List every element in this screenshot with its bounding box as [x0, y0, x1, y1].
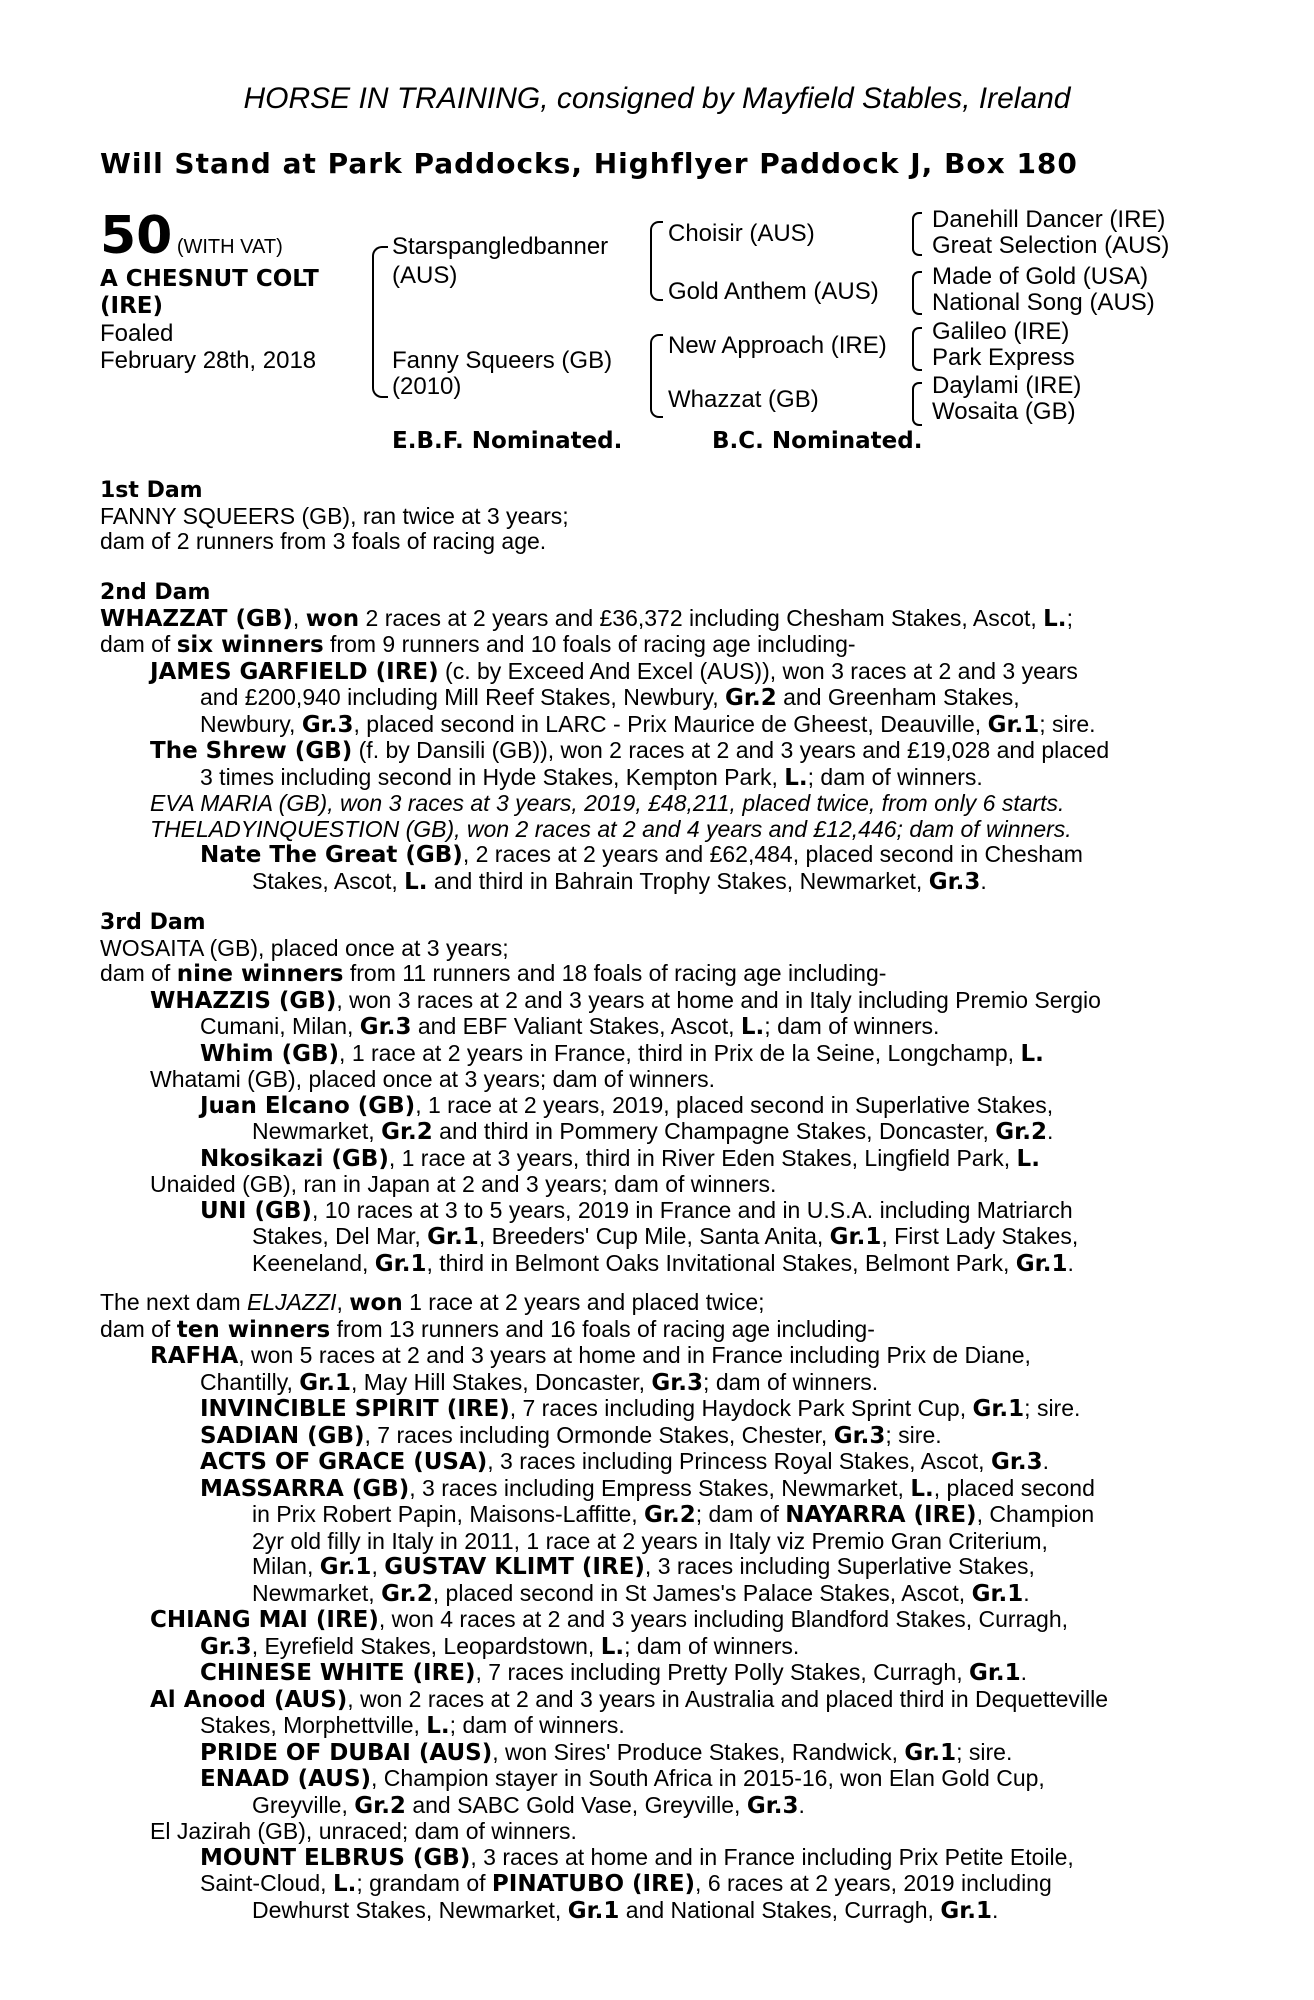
horse-name: ELJAZZI	[247, 1289, 337, 1315]
text-line	[100, 685, 1212, 712]
next-dam-section	[100, 1290, 1212, 1924]
text-run: ; sire.	[1024, 1395, 1081, 1421]
horse-name: JAMES GARFIELD (IRE)	[150, 658, 439, 685]
text-run: The next dam	[100, 1289, 248, 1315]
text-line	[100, 1871, 1212, 1898]
text-line	[100, 1502, 1212, 1529]
text-run: , placed second in LARC - Prix Maurice de Gheest, Deauville,	[353, 710, 988, 737]
text-run: , 2 races at 2 years and £62,484, placed second in Chesham	[462, 841, 1083, 867]
text-run: ; sire.	[956, 1738, 1013, 1765]
second-dam-section	[100, 580, 1212, 895]
text-run: L.	[910, 1475, 934, 1502]
lot-description-2: (IRE)	[100, 293, 164, 319]
text-run: L.	[740, 1014, 765, 1040]
text-run: , May Hill Stakes, Doncaster,	[350, 1368, 652, 1395]
text-run: , 7 races including Haydock Park Sprint Cup,	[509, 1395, 973, 1421]
text-run: L.	[1043, 605, 1067, 632]
sss: Danehill Dancer (IRE)	[932, 206, 1166, 233]
section-heading: 2nd Dam	[100, 580, 211, 605]
text-line	[100, 1093, 1212, 1120]
text-line	[100, 1793, 1212, 1820]
brace-gen3-1	[912, 212, 922, 256]
sire-name: Starspangledbanner	[392, 233, 609, 260]
text-run: Gr.2	[354, 1792, 406, 1819]
text-run: Gr.1	[940, 1897, 992, 1924]
text-line	[100, 1766, 1212, 1793]
text-line	[100, 842, 1212, 869]
sire-country: (AUS)	[392, 262, 458, 289]
third-dam-section	[100, 910, 1212, 1277]
text-line	[100, 1607, 1212, 1634]
text-run: ; dam of	[695, 1501, 786, 1527]
text-run: ; dam of winners.	[703, 1368, 879, 1395]
text-run: Stakes, Del Mar,	[252, 1223, 428, 1249]
text-line	[100, 869, 1212, 896]
text-run: from 9 runners and 10 foals of racing age including-	[323, 631, 856, 657]
horse-name: PRIDE OF DUBAI (AUS)	[200, 1739, 493, 1766]
text-line	[100, 632, 1212, 659]
text-run: , 7 races including Ormonde Stakes, Chester,	[364, 1421, 834, 1448]
text-run: Saint-Cloud,	[200, 1870, 333, 1896]
text-run: Gr.1	[972, 1396, 1025, 1422]
text-line	[100, 1423, 1212, 1450]
text-line	[100, 1740, 1212, 1767]
horse-name: Nkosikazi (GB)	[200, 1145, 389, 1172]
ebf-nominated: E.B.F. Nominated.	[392, 428, 623, 454]
text-run: .	[798, 1791, 805, 1818]
brace-gen3-3	[912, 327, 922, 371]
horse-name: SADIAN (GB)	[200, 1422, 365, 1449]
horse-name: WHAZZAT (GB)	[100, 605, 293, 632]
text-run: , Champion	[976, 1501, 1095, 1527]
text-run: NAYARRA (IRE)	[785, 1502, 977, 1528]
text-run: Gr.2	[995, 1119, 1047, 1145]
brace-gen3-4	[912, 382, 922, 426]
text-run: , Breeders' Cup Mile, Santa Anita,	[478, 1223, 830, 1249]
text-run: Stakes, Ascot,	[252, 867, 405, 894]
text-run: Gr.3	[928, 868, 981, 895]
text-run: ; dam of winners.	[624, 1632, 800, 1659]
text-run: Gr.1	[987, 711, 1040, 738]
dsd: Park Express	[932, 344, 1075, 371]
dds: Daylami (IRE)	[932, 372, 1082, 399]
vat-note: (WITH VAT)	[176, 236, 283, 258]
text-line	[100, 1554, 1212, 1581]
text-run: Gr.1	[904, 1739, 957, 1766]
text-run: Gr.3	[833, 1422, 886, 1449]
text-run: 1 race at 2 years and placed twice;	[402, 1289, 765, 1315]
sire-sire: Choisir (AUS)	[668, 220, 815, 247]
text-run: Gr.3	[746, 1792, 799, 1819]
text-line	[100, 1290, 1212, 1317]
text-run: Gr.3	[301, 711, 354, 738]
dam-year: (2010)	[392, 373, 462, 400]
text-run: , 1 race at 2 years in France, third in Prix de la Seine, Longchamp,	[339, 1039, 1021, 1066]
text-run: .	[1046, 1118, 1054, 1144]
first-dam-section	[100, 478, 1212, 555]
foaled-label: Foaled	[100, 320, 174, 347]
text-run: GUSTAV KLIMT (IRE)	[384, 1554, 645, 1580]
text-line: Whatami (GB), placed once at 3 years; dam of winners.	[150, 1066, 716, 1092]
text-line: 2yr old filly in Italy in 2011, 1 race at 2 years in Italy viz Premio Gran Criterium,	[252, 1527, 1048, 1554]
text-run: and SABC Gold Vase, Greyville,	[405, 1791, 747, 1818]
text-run: , 6 races at 2 years, 2019 including	[695, 1870, 1052, 1896]
text-run: Gr.1	[1015, 1250, 1068, 1277]
text-run: L.	[426, 1713, 450, 1739]
text-line	[100, 1713, 1212, 1740]
text-line	[100, 1198, 1212, 1225]
text-run: and National Stakes, Curragh,	[619, 1896, 941, 1923]
text-run: ,	[371, 1553, 385, 1579]
horse-name: Juan Elcano (GB)	[200, 1092, 416, 1119]
text-run: Chantilly,	[200, 1368, 300, 1395]
horse-name: MASSARRA (GB)	[200, 1475, 410, 1502]
text-run: won	[305, 605, 360, 632]
consignor-heading: HORSE IN TRAINING, consigned by Mayfield Stables, Ireland	[243, 82, 1071, 115]
text-run: from 13 runners and 16 foals of racing age including-	[330, 1315, 875, 1342]
text-run: Newbury,	[200, 710, 302, 737]
text-run: Gr.1	[427, 1224, 479, 1250]
text-run: Greyville,	[252, 1791, 355, 1818]
text-run: and Greenham Stakes,	[776, 684, 1020, 710]
dam-name: Fanny Squeers (GB)	[392, 347, 613, 374]
text-run: ; grandam of	[356, 1870, 492, 1896]
text-run: Gr.1	[299, 1369, 351, 1396]
horse-name: Nate The Great (GB)	[200, 842, 463, 868]
text-run: from 11 runners and 18 foals of racing age including-	[343, 960, 887, 986]
text-line	[100, 1041, 1212, 1068]
text-line	[100, 1634, 1212, 1661]
text-run: Gr.2	[381, 1580, 433, 1607]
text-run: Gr.2	[725, 685, 777, 711]
text-line	[100, 961, 1212, 988]
horse-name: Al Anood (AUS)	[150, 1686, 348, 1713]
text-line	[100, 1581, 1212, 1608]
text-line: EVA MARIA (GB), won 3 races at 3 years, 2019, £48,211, placed twice, from only 6 starts.	[150, 790, 1065, 816]
text-run: Gr.1	[968, 1660, 1021, 1686]
text-run: Gr.1	[319, 1554, 372, 1580]
text-line	[100, 659, 1212, 686]
text-run: , won 3 races at 2 and 3 years at home and in Italy including Premio Sergio	[336, 986, 1101, 1013]
text-run: ; sire.	[1039, 710, 1096, 737]
text-run: .	[992, 1896, 999, 1923]
text-line: dam of 2 runners from 3 foals of racing age.	[100, 528, 547, 554]
text-run: ; dam of winners.	[807, 763, 983, 790]
text-run: , 7 races including Pretty Polly Stakes, Curragh,	[475, 1659, 969, 1685]
text-run: L.	[332, 1871, 357, 1897]
dss: Galileo (IRE)	[932, 318, 1070, 345]
horse-name: ACTS OF GRACE (USA)	[200, 1449, 488, 1475]
text-run: , 3 races including Superlative Stakes,	[644, 1553, 1035, 1579]
text-run: , Champion stayer in South Africa in 2015-16, won Elan Gold Cup,	[371, 1765, 1045, 1791]
text-run: Gr.1	[829, 1224, 882, 1250]
text-line	[100, 1449, 1212, 1476]
text-line	[100, 1224, 1212, 1251]
text-run: L.	[784, 764, 808, 791]
text-run: (c. by Exceed And Excel (AUS)), won 3 races at 2 and 3 years	[438, 657, 1078, 684]
section-heading: 1st Dam	[100, 478, 203, 503]
text-run: .	[980, 867, 987, 894]
horse-name: UNI (GB)	[200, 1197, 312, 1224]
text-run: ten winners	[176, 1316, 331, 1343]
text-run: Keeneland,	[252, 1249, 375, 1276]
text-line: WOSAITA (GB), placed once at 3 years;	[100, 934, 509, 961]
text-run: , 10 races at 3 to 5 years, 2019 in France and in U.S.A. including Matriarch	[311, 1196, 1073, 1223]
text-run: , 3 races including Princess Royal Stakes, Ascot,	[487, 1448, 991, 1474]
foaled-date: February 28th, 2018	[100, 347, 317, 374]
text-run: , First Lady Stakes,	[881, 1223, 1079, 1249]
horse-name: WHAZZIS (GB)	[150, 987, 337, 1014]
text-line	[100, 765, 1212, 792]
text-run: Stakes, Morphettville,	[200, 1712, 427, 1738]
text-line	[100, 1370, 1212, 1397]
text-run: and third in Bahrain Trophy Stakes, Newmarket,	[427, 867, 929, 894]
lot-number: 50	[100, 206, 173, 266]
text-run: and EBF Valiant Stakes, Ascot,	[411, 1013, 741, 1039]
text-line	[100, 1898, 1212, 1925]
text-line	[100, 1251, 1212, 1278]
text-run: Dewhurst Stakes, Newmarket,	[252, 1896, 568, 1923]
text-run: dam of	[100, 1315, 177, 1342]
ssd: Great Selection (AUS)	[932, 232, 1170, 259]
text-line: El Jazirah (GB), unraced; dam of winners.	[150, 1818, 577, 1844]
text-line	[100, 1660, 1212, 1687]
text-run: Gr.1	[567, 1897, 620, 1924]
text-line: Unaided (GB), ran in Japan at 2 and 3 years; dam of winners.	[150, 1171, 777, 1197]
text-run: won	[349, 1290, 403, 1316]
text-run: Gr.2	[644, 1502, 696, 1528]
text-run: Gr.3	[359, 1014, 412, 1040]
text-run: ,	[336, 1289, 350, 1315]
text-run: L.	[600, 1633, 625, 1660]
text-run: ; sire.	[885, 1421, 942, 1448]
text-run: .	[1067, 1249, 1074, 1276]
text-run: , 1 race at 2 years, 2019, placed second in Superlative Stakes,	[415, 1091, 1054, 1118]
text-run: L.	[1020, 1040, 1044, 1067]
text-run: ,	[292, 604, 306, 631]
horse-name: CHIANG MAI (IRE)	[150, 1607, 379, 1633]
text-run: , Eyrefield Stakes, Leopardstown,	[251, 1632, 601, 1659]
sire-dam: Gold Anthem (AUS)	[668, 278, 879, 305]
text-run: , 3 races including Empress Stakes, Newmarket,	[409, 1474, 911, 1501]
text-run: six winners	[176, 632, 324, 658]
text-run: , placed second in St James's Palace Stakes, Ascot,	[432, 1579, 972, 1606]
text-line	[100, 738, 1212, 765]
horse-name: ENAAD (AUS)	[200, 1766, 372, 1792]
text-line	[100, 606, 1212, 633]
text-run: and £200,940 including Mill Reef Stakes, Newbury,	[200, 684, 726, 710]
lot-description-1: A CHESNUT COLT	[100, 266, 319, 292]
text-run: Gr.3	[990, 1449, 1043, 1475]
text-run: in Prix Robert Papin, Maisons-Laffitte,	[252, 1501, 645, 1527]
horse-name: MOUNT ELBRUS (GB)	[200, 1844, 471, 1871]
text-line	[100, 712, 1212, 739]
text-line: FANNY SQUEERS (GB), ran twice at 3 years;	[100, 502, 569, 529]
text-line	[100, 1845, 1212, 1872]
text-run: Milan,	[252, 1553, 320, 1579]
text-run: ;	[1066, 604, 1073, 631]
text-run: Gr.1	[971, 1580, 1024, 1607]
text-run: dam of	[100, 631, 177, 657]
text-run: .	[1042, 1448, 1050, 1474]
text-run: Newmarket,	[252, 1579, 382, 1606]
sdd: National Song (AUS)	[932, 289, 1155, 316]
text-run: L.	[1016, 1145, 1040, 1172]
text-line	[100, 1396, 1212, 1423]
lot-number-block	[100, 206, 283, 266]
text-line	[100, 1119, 1212, 1146]
text-run: , won 4 races at 2 and 3 years including Blandford Stakes, Curragh,	[378, 1606, 1069, 1632]
text-run: L.	[404, 868, 428, 895]
text-run: dam of	[100, 960, 177, 986]
text-run: , won 2 races at 2 and 3 years in Australia and placed third in Dequetteville	[347, 1685, 1109, 1712]
bc-nominated: B.C. Nominated.	[712, 428, 923, 454]
text-run: ; dam of winners.	[764, 1013, 940, 1039]
sds: Made of Gold (USA)	[932, 263, 1149, 290]
text-run: .	[1020, 1659, 1028, 1685]
text-line	[100, 1317, 1212, 1344]
text-run: nine winners	[176, 961, 344, 987]
brace-gen3-2	[912, 271, 922, 315]
text-run: ; dam of winners.	[449, 1712, 625, 1738]
dam-dam: Whazzat (GB)	[668, 386, 819, 413]
text-line: THELADYINQUESTION (GB), won 2 races at 2 and 4 years and £12,446; dam of winners.	[150, 815, 1072, 842]
text-run: (f. by Dansili (GB)), won 2 races at 2 and 3 years and £19,028 and placed	[352, 737, 1110, 763]
text-line	[100, 988, 1212, 1015]
text-run: PINATUBO (IRE)	[491, 1871, 696, 1897]
brace-gen2-dam	[650, 334, 663, 418]
text-run: 2 races at 2 years and £36,372 including Chesham Stakes, Ascot,	[359, 604, 1044, 631]
text-run: , won Sires' Produce Stakes, Randwick,	[492, 1738, 905, 1765]
brace-gen1	[372, 246, 388, 398]
text-line	[100, 1476, 1212, 1503]
horse-name: RAFHA	[150, 1343, 239, 1369]
text-run: Cumani, Milan,	[200, 1013, 360, 1039]
text-run: , placed second	[933, 1474, 1095, 1501]
text-line	[100, 1343, 1212, 1370]
text-run: and third in Pommery Champagne Stakes, Doncaster,	[432, 1118, 996, 1144]
text-run: .	[1023, 1579, 1030, 1606]
dam-sire: New Approach (IRE)	[668, 332, 887, 359]
ddd: Wosaita (GB)	[932, 398, 1076, 425]
text-run: Newmarket,	[252, 1118, 382, 1144]
text-run: , 1 race at 3 years, third in River Eden Stakes, Lingfield Park,	[388, 1144, 1017, 1171]
stable-location: Will Stand at Park Paddocks, Highflyer Paddock J, Box 180	[100, 147, 1078, 180]
text-line	[100, 1687, 1212, 1714]
horse-name: The Shrew (GB)	[150, 738, 353, 764]
text-run: Gr.1	[374, 1250, 427, 1277]
text-run: , won 5 races at 2 and 3 years at home and in France including Prix de Diane,	[238, 1342, 1031, 1368]
text-run: , 3 races at home and in France including Prix Petite Etoile,	[470, 1843, 1074, 1870]
text-run: , third in Belmont Oaks Invitational Stakes, Belmont Park,	[426, 1249, 1016, 1276]
text-line	[100, 1146, 1212, 1173]
horse-name: INVINCIBLE SPIRIT (IRE)	[200, 1396, 510, 1422]
text-run: Gr.2	[381, 1119, 433, 1145]
section-heading: 3rd Dam	[100, 910, 206, 935]
horse-name: Whim (GB)	[200, 1040, 340, 1067]
brace-gen2-sire	[650, 221, 663, 301]
horse-name: CHINESE WHITE (IRE)	[200, 1660, 476, 1686]
text-run: 3 times including second in Hyde Stakes, Kempton Park,	[200, 763, 785, 790]
text-run: Gr.3	[651, 1369, 704, 1396]
text-line	[100, 1014, 1212, 1041]
text-run: Gr.3	[200, 1633, 252, 1660]
